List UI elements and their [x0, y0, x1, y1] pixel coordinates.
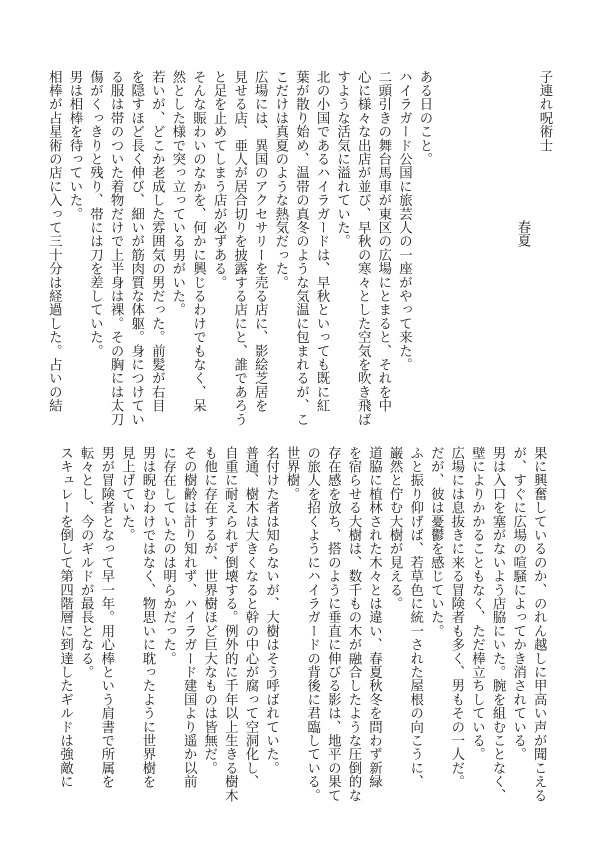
upper-line: 相棒が占星術の店に入って三十分は経過した。占いの結 — [46, 70, 62, 413]
lower-line: 道脇に植林された木々とは違い、春夏秋冬を問わず新緑 — [366, 446, 382, 789]
lower-line: 存在感を放ち、搭のように垂直に伸びる影は、地平の果て — [325, 446, 341, 803]
upper-line: 男は相棒を待っていた。 — [66, 70, 82, 221]
upper-line: 見せる店、亜人が居合切りを披露する店にと、誰であろう — [231, 70, 247, 427]
lower-line: 広場には息抜きに来る冒険者も多く、男もその一人だ。 — [448, 446, 464, 789]
lower-line: 男は睨むわけではなく、物思いに耽ったように世界樹を — [139, 446, 155, 789]
lower-line: だが、彼は憂鬱を感じていた。 — [428, 446, 444, 638]
lower-line: 名付けた者は知らないが、大樹はそう呼ばれていた。 — [263, 446, 279, 775]
upper-line: ある日のこと。 — [417, 70, 432, 166]
lower-line: その樹齢は計り知れず、ハイラガード建国より遥か以前 — [181, 446, 197, 789]
upper-line: る服は帯のついた着物だけで上半身は裸。その胸には太刀 — [108, 70, 124, 427]
lower-block — [54, 446, 548, 816]
author-name: 春夏 — [515, 220, 530, 248]
upper-line: 広場には、異国のアクセサリーを売る店に、影絵芝居を — [252, 70, 268, 413]
upper-line: 若いが、どこか老成した雰囲気の男だった。前髪が右目 — [149, 70, 165, 413]
upper-line: 然とした様で突っ立っている男がいた。 — [169, 70, 185, 317]
lower-line: が、すぐに広場の喧騒によってかき消されている。 — [510, 446, 526, 762]
upper-line: を隠すほど長く伸び、細いが筋肉質な体躯。身につけてい — [128, 70, 144, 427]
upper-line: 葉が散り始め、温帯の真冬のような気温に包まれるが、こ — [293, 70, 309, 427]
lower-line: 果に興奮しているのか、のれん越しに甲高い声が聞こえる — [531, 446, 547, 803]
upper-block — [43, 70, 434, 440]
lower-line: 自重に耐えられず倒壊する。例外的に千年以上生きる樹木 — [222, 446, 238, 803]
upper-line: 心に様々な出店が並び、早秋の寒々とした空気を吹き飛ば — [355, 70, 371, 427]
lower-line: の旅人を招くようにハイラガードの背後に君臨している。 — [304, 446, 320, 803]
lower-line: 転々とし、今のギルドが最長となる。 — [78, 446, 94, 679]
story-title: 子連れ呪術士 — [537, 70, 552, 153]
lower-line: 普通、樹木は大きくなると幹の中心が腐って空洞化し、 — [242, 446, 258, 789]
lower-line: に存在していたのは明らかだった。 — [160, 446, 176, 666]
lower-line: 巌然と佇む大樹が見える。 — [387, 446, 403, 611]
upper-line: 北の小国であるハイラガードは、早秋といっても既に紅 — [314, 70, 330, 413]
lower-line: 見上げていた。 — [119, 446, 135, 542]
upper-line: ハイラガード公国に旅芸人の一座がやって来た。 — [396, 70, 412, 372]
lower-line: スキュレーを倒して第四階層に到達したギルドは強敵に — [57, 446, 73, 789]
upper-line: と足を止めてしまう店が必ずある。 — [211, 70, 227, 290]
lower-line: ふと振り仰げば、若草色に統一された屋根の向こうに、 — [407, 446, 423, 789]
lower-line: 壁によりかかることもなく、ただ棒立ちしている。 — [469, 446, 485, 762]
upper-line: すような活気に溢れていた。 — [334, 70, 350, 249]
lower-line: も他に存在するが、世界樹ほど巨大なものは皆無だ。 — [201, 446, 217, 775]
upper-line: 二頭引きの舞台馬車が東区の広場にとまると、それを中 — [375, 70, 391, 413]
upper-line: 傷がくっきりと残り、帯には刀を差していた。 — [87, 70, 103, 358]
upper-line: そんな賑わいのなかを、何かに興じるわけでもなく、呆 — [190, 70, 206, 413]
lower-line: 世界樹。 — [284, 446, 300, 501]
upper-line: こだけは真夏のような熱気だった。 — [272, 70, 288, 290]
lower-line: 男は入口を塞がないよう店脇にいた。腕を組むことなく、 — [490, 446, 506, 803]
lower-line: を宿らせる大樹は、数千もの木が融合したような圧倒的な — [345, 446, 361, 803]
lower-line: 男が冒険者となって早一年。用心棒という肩書で所属を — [98, 446, 114, 789]
